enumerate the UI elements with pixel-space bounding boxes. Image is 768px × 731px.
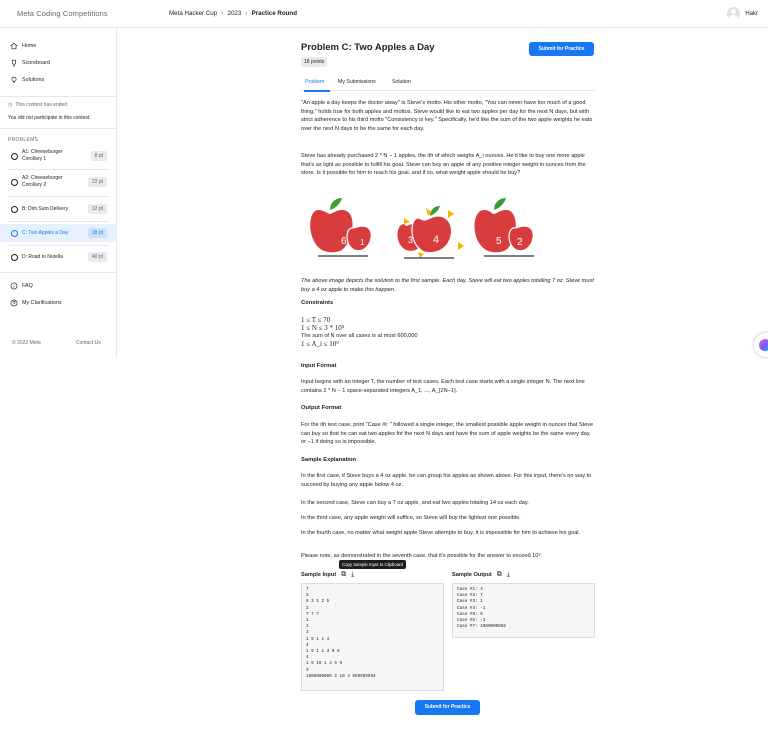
- tab-my-submissions[interactable]: My Submissions: [338, 79, 376, 85]
- question-icon: [10, 299, 18, 307]
- copy-icon[interactable]: ⧉: [341, 571, 347, 578]
- constraint: 1 ≤ T ≤ 70: [301, 316, 331, 324]
- clock-icon: ◷: [8, 102, 13, 108]
- constraints-list: [301, 316, 595, 348]
- sidebar-item-solutions[interactable]: [10, 76, 44, 84]
- tab-solution[interactable]: Solution: [392, 79, 411, 85]
- contest-ended-notice: [8, 102, 67, 108]
- trophy-icon: [10, 59, 18, 67]
- sidebar-item-label: Home: [22, 43, 37, 49]
- sample-explanation-5: Please note, as demonstrated in the seventh case, that it's possible for the answer to exceed 10⁹.: [301, 553, 543, 559]
- radio-icon: [11, 230, 18, 237]
- sample-input-header: [301, 571, 354, 579]
- divider: [8, 169, 109, 170]
- chevron-right-icon: ›: [221, 10, 224, 17]
- problem-points: 12 pt: [88, 204, 107, 214]
- radio-icon: [11, 254, 18, 261]
- constraint: 1 ≤ A_i ≤ 10⁹: [301, 340, 339, 348]
- points-badge: 18 points: [301, 57, 327, 67]
- lightbulb-icon: [10, 76, 18, 84]
- radio-icon: [11, 153, 18, 160]
- chevron-right-icon: ›: [245, 10, 248, 17]
- sample-explanation-1: In the first case, if Steve buys a 4 oz apple, he can group his apples as shown above. For this input, there's no way to succeed by buying any apple below 4 oz.: [301, 473, 592, 488]
- participation-notice: You did not participate in this contest.: [8, 115, 91, 121]
- apple-weight: 3: [408, 235, 414, 245]
- divider: [8, 245, 109, 246]
- problem-item-c[interactable]: [0, 224, 117, 242]
- constraint: The sum of N over all cases is at most 600,000: [301, 333, 418, 339]
- constraint: 1 ≤ N ≤ 3 * 10⁵: [301, 324, 345, 332]
- input-format-heading: Input Format: [301, 363, 337, 369]
- download-icon[interactable]: ⤓: [351, 571, 355, 578]
- problem-name: B: Dim Sum Delivery: [22, 205, 69, 212]
- sidebar-item-label: Scoreboard: [22, 60, 50, 66]
- sample-output-header: [452, 571, 510, 579]
- breadcrumb-hackercup[interactable]: Meta Hacker Cup: [169, 10, 218, 17]
- problem-tabs: [301, 77, 595, 91]
- output-format-heading: Output Format: [301, 405, 342, 411]
- radio-icon: [11, 206, 18, 213]
- apple-weight: 1: [360, 238, 365, 247]
- sample-explanation-2: In the second case, Steve can buy a 7 oz apple, and eat two apples totaling 14 oz each day.: [301, 500, 529, 506]
- divider: [8, 196, 109, 197]
- sample-explanation-3: In the third case, any apple weight will suffice, so Steve will buy the lightest one possible.: [301, 515, 521, 521]
- statement-paragraph-2: Steve has already purchased 2 * N − 1 apples, the ith of which weighs A_i ounces. He'd like to buy one more apple that's as light as possible to fulfill his goal. Steve can buy an apple of any positive integer weight in ounces from the store. Is it possible for him to reach his goal, and if so, what weight apple should he buy?: [301, 153, 586, 177]
- problem-points: 18 pt: [88, 228, 107, 238]
- statement-paragraph-1: "An apple a day keeps the doctor away" is Steve's motto. His other motto, "You can never have too much of a good thing," holds true for both apples and mottos. Steve would like to eat two apples per day for the next N days, but with strict adherence to his third motto "Consistency is key." Specifically, he'd like the sum of the two apple weights he eats over the next N days to be the same for each day.: [301, 100, 593, 132]
- problem-name: A1: Cheeseburger Corollary 1: [22, 149, 63, 162]
- divider: [0, 272, 117, 273]
- apple-group-2: [398, 206, 465, 258]
- problem-points: 8 pt: [91, 151, 107, 161]
- apple-weight: 5: [496, 236, 502, 247]
- problem-item-a1[interactable]: [0, 147, 117, 165]
- info-icon: [10, 282, 18, 290]
- apple-weight: 4: [433, 234, 440, 246]
- problem-item-a2[interactable]: [0, 173, 117, 191]
- copyright: © 2022 Meta: [12, 340, 41, 346]
- assistant-bubble-icon[interactable]: [754, 333, 768, 357]
- top-bar: [0, 0, 768, 28]
- sidebar-item-label: Solutions: [22, 77, 45, 83]
- sidebar: [0, 28, 117, 358]
- constraints-heading: Constraints: [301, 300, 334, 306]
- submit-practice-button[interactable]: Submit for Practice: [529, 42, 594, 56]
- sidebar-item-label: My Clarifications: [22, 300, 62, 306]
- download-icon[interactable]: ⤓: [506, 571, 510, 578]
- apples-illustration: [308, 192, 548, 266]
- problem-name: C: Two Apples a Day: [22, 229, 69, 236]
- problem-item-b[interactable]: [0, 200, 117, 218]
- sidebar-item-clarifications[interactable]: [10, 299, 62, 307]
- problem-points: 22 pt: [88, 177, 107, 187]
- apple-group-1: [310, 198, 371, 256]
- breadcrumb-year[interactable]: 2023: [227, 10, 242, 17]
- user-name[interactable]: Hakr: [745, 10, 758, 17]
- sample-input-label: Sample Input: [301, 572, 337, 578]
- problem-name: A2: Cheeseburger Corollary 2: [22, 175, 63, 188]
- problems-heading: PROBLEMS: [8, 137, 39, 143]
- copy-tooltip: Copy Sample Input to Clipboard: [339, 560, 406, 569]
- sidebar-item-faq[interactable]: [10, 282, 33, 290]
- apple-group-3: [475, 198, 535, 256]
- problem-points: 40 pt: [88, 252, 107, 262]
- divider: [0, 128, 117, 129]
- divider: [0, 96, 117, 97]
- sidebar-item-scoreboard[interactable]: [10, 59, 50, 67]
- problem-name: D: Road to Nutella: [22, 253, 63, 260]
- copy-icon[interactable]: ⧉: [496, 571, 502, 578]
- active-tab-indicator: [304, 90, 330, 92]
- apple-weight: 2: [517, 237, 523, 248]
- tab-problem[interactable]: Problem: [305, 79, 325, 85]
- breadcrumb: [169, 10, 297, 17]
- submit-practice-bottom-button[interactable]: Submit for Practice: [415, 700, 480, 715]
- sidebar-item-home[interactable]: [10, 42, 36, 50]
- breadcrumb-round[interactable]: Practice Round: [251, 10, 297, 17]
- apple-weight: 6: [341, 236, 347, 247]
- home-icon: [10, 42, 18, 50]
- sample-explanation-4: In the fourth case, no matter what weight apple Steve attempts to buy, it is impossible for him to achieve his goal.: [301, 530, 581, 536]
- contact-link[interactable]: Contact Us: [76, 340, 101, 346]
- divider: [8, 221, 109, 222]
- brand-logo[interactable]: Meta Coding Competitions: [17, 9, 108, 18]
- problem-title: Problem C: Two Apples a Day: [301, 42, 435, 53]
- contest-ended-text: This contest has ended: [15, 102, 68, 108]
- image-caption: The above image depicts the solution to the first sample. Each day, Steve will eat two apples totalling 7 oz. Steve must buy a 4 oz apple to make this happen.: [301, 278, 594, 293]
- sample-output-label: Sample Output: [452, 572, 492, 578]
- output-format-text: For the ith test case, print "Case #i: " followed a single integer, the smallest possible apple weight in ounces that Steve can buy so that he can eat two apples for the next N days and have the sum of apple weights be the same every day, or −1 if doing so is impossible.: [301, 422, 594, 446]
- avatar[interactable]: [727, 7, 740, 20]
- sample-explanation-heading: Sample Explanation: [301, 457, 357, 463]
- problem-item-d[interactable]: [0, 248, 117, 266]
- sample-input-box[interactable]: 7 3 6 3 1 2 5 2 7 7 7 1 1 3 1 9 1 1 4 4 1 9 1 1 4 9 9 4 1 9 10 1 4 6 9 3 1000000000 2 10 4 999999994: [301, 583, 444, 691]
- radio-icon: [11, 179, 18, 186]
- sidebar-item-label: FAQ: [22, 283, 33, 289]
- sample-output-box[interactable]: Case #1: 4 Case #2: 7 Case #3: 1 Case #4: -1 Case #5: 6 Case #6: -1 Case #7: 1000000002: [452, 583, 595, 638]
- user-menu[interactable]: [727, 7, 758, 20]
- input-format-text: Input begins with an integer T, the number of test cases. Each test case starts with a single integer N. The next line contains 2 * N − 1 space-separated integers A_1, ..., A_{2N−1}.: [301, 379, 585, 394]
